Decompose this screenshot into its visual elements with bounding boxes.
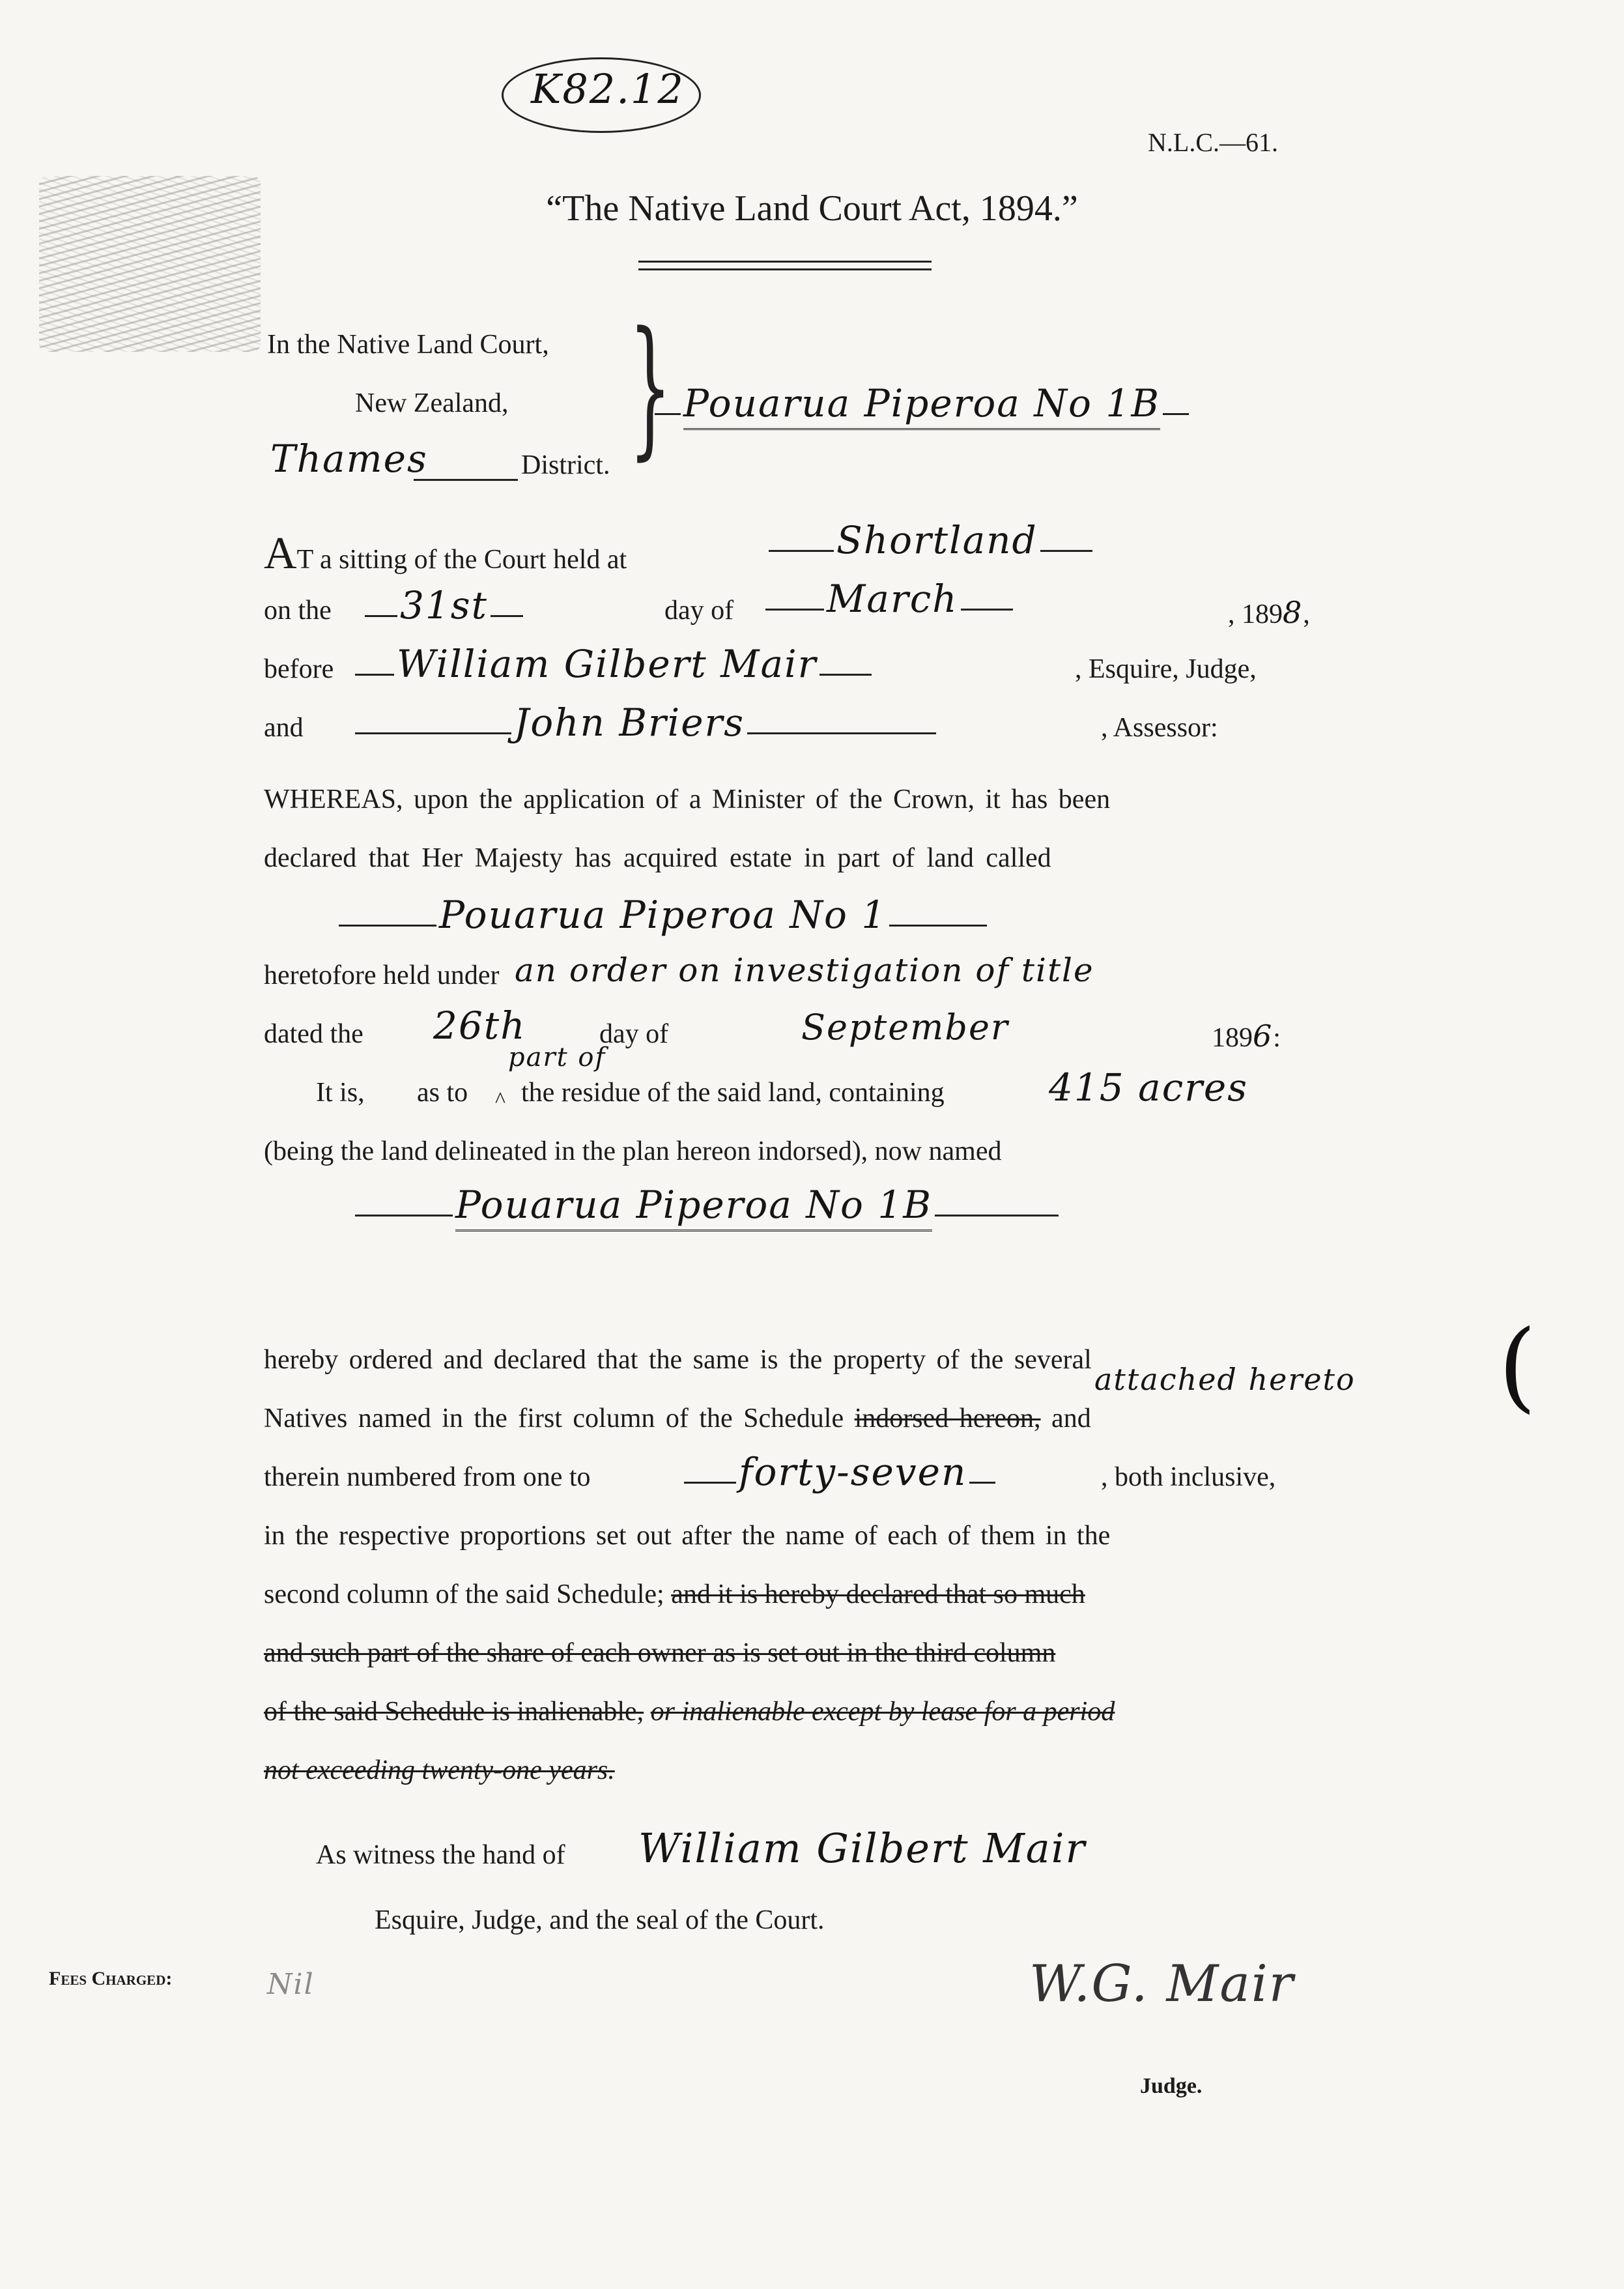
- count-wrap: [684, 1450, 995, 1494]
- struck-line-6: and such part of the share of each owner as is set out in the third column: [264, 1638, 1056, 1668]
- order-line-2b: and: [1051, 1404, 1091, 1433]
- held-label: heretofore held under: [264, 960, 500, 990]
- dated-month: September: [801, 1007, 1009, 1048]
- title-rule-bottom: [638, 268, 932, 270]
- year-wrap: , 1898,: [1228, 595, 1310, 630]
- area-hand: 415 acres: [1049, 1065, 1249, 1110]
- order-line-5a: second column of the said Schedule;: [264, 1579, 664, 1609]
- sitting-label: T a sitting of the Court held at: [296, 545, 627, 575]
- sitting-month: March: [827, 577, 958, 621]
- judge-suffix: , Esquire, Judge,: [1075, 654, 1257, 684]
- form-code: N.L.C.—61.: [1148, 128, 1278, 157]
- count-dash-right: [969, 1482, 995, 1484]
- witness-line-2: Esquire, Judge, and the seal of the Court.: [375, 1905, 825, 1935]
- dated-day: 26th: [433, 1003, 526, 1048]
- block-name-heading: Pouarua Piperoa No 1B: [683, 381, 1160, 430]
- before-label: before: [264, 654, 334, 684]
- now-named-dash-left: [355, 1215, 453, 1216]
- judge-dash-left: [355, 674, 394, 676]
- order-line-3b: , both inclusive,: [1101, 1462, 1276, 1492]
- struck-line-5: and it is hereby declared that so much: [671, 1579, 1085, 1609]
- order-line-3a: therein numbered from one to: [264, 1462, 591, 1492]
- insert-part-of: part of: [508, 1043, 606, 1073]
- assessor-dash-right: [747, 732, 936, 734]
- sitting-year-printed: , 189: [1228, 599, 1283, 629]
- fees-label: Fees Charged:: [49, 1968, 173, 1989]
- it-is-b: as to: [417, 1078, 468, 1108]
- block-name-wrap: [655, 381, 1189, 425]
- district-rule: [414, 479, 518, 481]
- now-named-dash-right: [935, 1215, 1059, 1216]
- sitting-place: Shortland: [836, 518, 1038, 562]
- land-called-dash-right: [889, 925, 987, 927]
- and-label: and: [264, 713, 304, 743]
- judge-label: Judge.: [1140, 2074, 1203, 2098]
- struck-indorsed-hereon: indorsed hereon,: [854, 1404, 1041, 1433]
- month-dash-left: [765, 609, 824, 611]
- order-line-7: [264, 1696, 1115, 1727]
- dated-year-hand: 6: [1253, 1018, 1274, 1054]
- sitting-year-hand: 8: [1283, 595, 1303, 630]
- assessor-suffix: , Assessor:: [1101, 713, 1218, 743]
- whereas-line-2: declared that Her Majesty has acquired estate in part of land called: [264, 843, 1051, 873]
- title-rule-top: [638, 261, 932, 263]
- whereas-line-1: WHEREAS, upon the application of a Minister of the Crown, it has been: [264, 785, 1111, 814]
- order-line-2a: Natives named in the first column of the Schedule: [264, 1404, 844, 1433]
- judge-signature: W.G. Mair: [1029, 1955, 1295, 2013]
- order-line-4: in the respective proportions set out after the name of each of them in the: [264, 1521, 1111, 1551]
- district-name: Thames: [270, 437, 428, 481]
- place-dash-right: [1040, 550, 1092, 552]
- block-name-dash-left: [655, 413, 681, 415]
- sitting-place-wrap: [769, 518, 1092, 562]
- assessor-wrap: [355, 700, 936, 745]
- struck-line-7a: of the said Schedule is inalienable,: [264, 1697, 644, 1727]
- month-wrap: [765, 577, 1013, 621]
- file-ref-number: K82.12: [531, 65, 685, 113]
- now-named: Pouarua Piperoa No 1B: [455, 1183, 932, 1231]
- assessor-dash-left: [355, 732, 511, 734]
- day-of-label: day of: [664, 596, 734, 626]
- land-called-wrap: [339, 893, 987, 937]
- court-line-2: New Zealand,: [355, 388, 509, 418]
- struck-line-8: not exceeding twenty-one years.: [264, 1755, 615, 1785]
- day-wrap: [365, 583, 523, 627]
- land-called-dash-left: [339, 925, 436, 927]
- held-under: an order on investigation of title: [515, 951, 1094, 989]
- court-line-1: In the Native Land Court,: [267, 330, 549, 360]
- judge-dash-right: [819, 674, 872, 676]
- month-dash-right: [961, 609, 1013, 611]
- block-name-dash-right: [1163, 413, 1189, 415]
- it-is-c: the residue of the said land, containing: [521, 1078, 945, 1108]
- sitting-day: 31st: [400, 583, 488, 627]
- dated-day-of: day of: [599, 1019, 669, 1049]
- judge-wrap: [355, 642, 872, 686]
- margin-bracket-mark: (: [1498, 1310, 1537, 1423]
- order-line-2: [264, 1403, 1091, 1434]
- it-is-a: It is,: [316, 1078, 365, 1108]
- witness-prefix: As witness the hand of: [316, 1840, 565, 1870]
- count-hand: forty-seven: [739, 1450, 967, 1494]
- order-line-1: hereby ordered and declared that the same is the property of the several: [264, 1345, 1092, 1375]
- insert-attached-hereto: attached hereto: [1094, 1362, 1356, 1397]
- struck-line-7b: or inalienable except by lease for a period: [650, 1697, 1115, 1727]
- dated-year-printed: 189: [1212, 1023, 1253, 1053]
- drop-cap-a: A: [264, 528, 297, 579]
- caret-mark: ^: [495, 1088, 506, 1112]
- district-label: District.: [521, 450, 610, 480]
- day-dash-left: [365, 615, 397, 617]
- judge-name: William Gilbert Mair: [397, 642, 818, 686]
- order-line-5: [264, 1579, 1085, 1610]
- being-line: (being the land delineated in the plan hereon indorsed), now named: [264, 1136, 1002, 1166]
- on-label: on the: [264, 596, 332, 626]
- day-dash-right: [491, 615, 523, 617]
- land-called: Pouarua Piperoa No 1: [439, 893, 887, 937]
- sitting-line: [264, 528, 627, 580]
- dated-label: dated the: [264, 1019, 363, 1049]
- count-dash-left: [684, 1482, 736, 1484]
- fees-amount: Nil: [267, 1968, 315, 2001]
- act-title: “The Native Land Court Act, 1894.”: [546, 188, 1078, 229]
- assessor-name: John Briers: [514, 700, 745, 745]
- place-dash-left: [769, 550, 834, 552]
- witness-name: William Gilbert Mair: [638, 1824, 1087, 1872]
- court-brace: }: [629, 300, 672, 474]
- dated-year-wrap: 1896:: [1212, 1018, 1281, 1054]
- now-named-wrap: [355, 1183, 1059, 1227]
